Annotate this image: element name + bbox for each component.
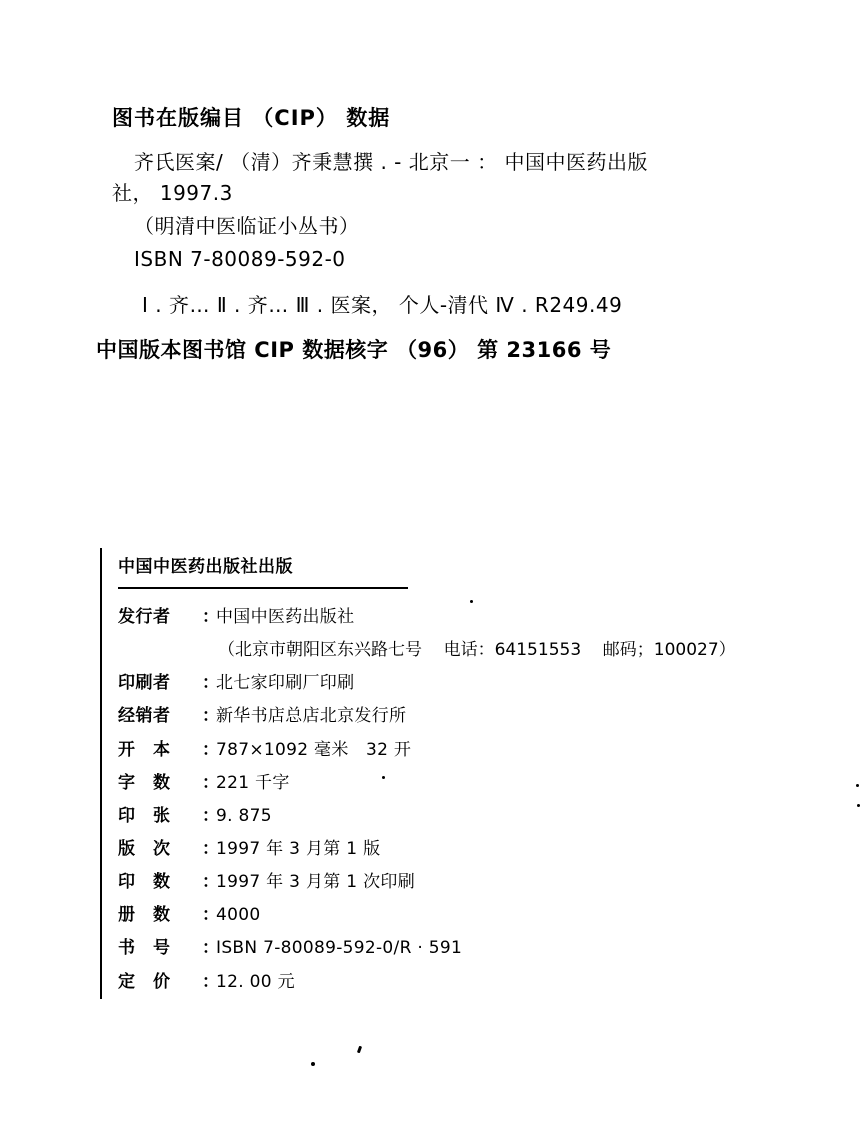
colophon-row-value: 221 千字 — [216, 772, 290, 793]
colophon-row-value: 中国中医药出版社 — [216, 607, 355, 627]
colophon-row-separator: ： — [202, 872, 219, 893]
colophon-row-label: 印 张 — [118, 805, 171, 826]
cip-isbn: ISBN 7-80089-592-0 — [134, 247, 346, 272]
colophon-row — [118, 667, 740, 700]
colophon-row-separator: ： — [202, 805, 219, 826]
colophon-row — [118, 601, 740, 634]
colophon-row-label: 开 本 — [118, 739, 171, 760]
scan-speck — [357, 1046, 362, 1054]
cip-entry-line-2: 社， 1997.3 — [112, 181, 233, 206]
colophon-row — [118, 899, 740, 932]
colophon-row-label: 册 数 — [118, 905, 171, 926]
scan-speck — [856, 784, 859, 787]
colophon-row — [118, 833, 740, 866]
colophon-row — [118, 734, 740, 767]
colophon-row — [118, 700, 740, 733]
colophon-block — [100, 548, 740, 999]
colophon-row-separator: ： — [202, 607, 219, 627]
colophon-row-separator: ： — [202, 971, 219, 992]
colophon-row-label: 发行者 — [118, 607, 171, 627]
colophon-row-value: 新华书店总店北京发行所 — [216, 706, 407, 727]
cip-core-number: 中国版本图书馆 CIP 数据核字 （96） 第 23166 号 — [96, 338, 612, 363]
colophon-row — [118, 767, 740, 800]
colophon-row-value: 北七家印刷厂印刷 — [216, 673, 355, 694]
scan-speck — [470, 600, 473, 603]
colophon-row-label: 字 数 — [118, 772, 171, 793]
colophon-row-label: 经销者 — [118, 706, 171, 727]
colophon-row-separator: ： — [202, 739, 219, 760]
cip-data-block — [96, 104, 772, 364]
colophon-row-separator: ： — [202, 706, 219, 727]
scan-speck — [857, 804, 860, 807]
colophon-row-value: ISBN 7-80089-592-0/R · 591 — [216, 938, 463, 959]
colophon-address: （北京市朝阳区东兴路七号 电话：64151553 邮码；100027） — [218, 640, 736, 661]
cip-entry-line-1: 齐氏医案/ （清）齐秉慧撰 . - 北京一 ： 中国中医药出版 — [134, 150, 648, 175]
cip-heading: 图书在版编目 （CIP） 数据 — [112, 106, 391, 130]
colophon-row-separator: ： — [202, 772, 219, 793]
colophon-row — [118, 932, 740, 965]
colophon-row-label: 书 号 — [118, 938, 171, 959]
colophon-row-value: 787×1092 毫米 32 开 — [216, 739, 412, 760]
colophon-divider — [118, 587, 408, 589]
colophon-row-label: 定 价 — [118, 971, 171, 992]
colophon-row-value: 1997 年 3 月第 1 次印刷 — [216, 872, 416, 893]
scan-speck — [382, 776, 385, 779]
colophon-row-label: 版 次 — [118, 838, 171, 859]
colophon-row — [118, 866, 740, 899]
colophon-row-value: 1997 年 3 月第 1 版 — [216, 838, 381, 859]
cip-series: （明清中医临证小丛书） — [134, 214, 360, 239]
colophon-row-label: 印 数 — [118, 872, 171, 893]
colophon-row — [118, 800, 740, 833]
colophon-row-separator: ： — [202, 938, 219, 959]
colophon-publisher: 中国中医药出版社出版 — [118, 557, 293, 577]
colophon-row-separator: ： — [202, 905, 219, 926]
colophon-row — [118, 966, 740, 999]
scan-speck — [311, 1062, 315, 1066]
cip-classification: Ⅰ . 齐… Ⅱ . 齐… Ⅲ . 医案， 个人-清代 Ⅳ . R249.49 — [142, 293, 623, 318]
colophon-row-value: 9. 875 — [216, 805, 272, 826]
colophon-row-separator: ： — [202, 673, 219, 694]
colophon-row-separator: ： — [202, 838, 219, 859]
colophon-row-value: 4000 — [216, 905, 261, 926]
colophon-row-label: 印刷者 — [118, 673, 171, 694]
colophon-row-value: 12. 00 元 — [216, 971, 295, 992]
